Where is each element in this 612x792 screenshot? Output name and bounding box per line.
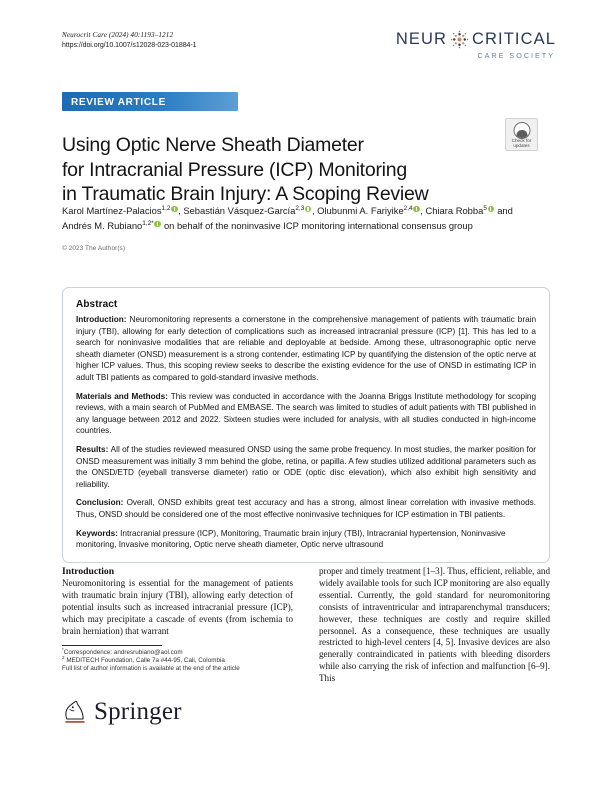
copyright-line: © 2023 The Author(s) — [62, 245, 126, 252]
orcid-icon[interactable] — [413, 206, 419, 212]
footnote-correspondence-label: Correspondence: — [63, 648, 113, 656]
doi-link[interactable]: https://doi.org/10.1007/s12028-023-01884-1 — [62, 41, 197, 49]
author-entry — [317, 205, 420, 216]
publisher-name: Springer — [94, 698, 182, 725]
journal-reference: Neurocrit Care (2024) 40:1193–1212 — [62, 31, 174, 39]
footnote-divider — [62, 645, 162, 646]
footnote-affiliation-text: MEDITECH Foundation, Calle 7a #44-95, Cali, Colombia — [66, 657, 225, 665]
keywords-text: Intracranial pressure (ICP), Monitoring, Traumatic brain injury (TBI), Intracranial hypertension, Noninvasive monitoring, Invasive monitoring, Optic nerve sheath diameter, Optic nerve ultrasound — [76, 528, 506, 550]
author-affiliation-marker: 2,3 — [295, 204, 305, 212]
springer-knight-icon — [62, 698, 88, 728]
body-column-left — [62, 566, 293, 638]
orcid-icon[interactable] — [154, 221, 160, 227]
abstract-section-text: All of the studies reviewed measured ONSD using the same probe frequency. In most studies, the marker position for ONSD measurement was initially 3 mm behind the globe, retina, or papilla. A few studies utilized additional parameters such as the ONSD/ETD (eyeball transverse diameter) ratio or ODE (optic disc elevation), which also exhibit high sensitivity and reliability. — [76, 444, 537, 489]
crossmark-icon — [513, 122, 530, 139]
author-list: Karol Martínez-Palacios$^{1,2}$ , Sebastián Vásquez-García$^{2,3}$ , Olubunmi A. Fariyike$^{2,4}$ , Chiara Robba$^5$ and Andrés M. Rubiano$^{1,2*}$ on behalf of the noninvasive ICP monitoring international consensus group — [62, 204, 513, 231]
author-affiliation-marker: 2,4 — [403, 204, 413, 212]
abstract-section-label: Conclusion: — [76, 498, 124, 508]
abstract-box — [62, 287, 550, 563]
footnote-correspondence — [62, 646, 293, 657]
author-affiliation-marker: 1,2* — [142, 219, 154, 227]
society-logo-wordmark — [396, 30, 556, 49]
author-entry — [425, 205, 494, 216]
abstract-section-conclusion — [76, 497, 536, 520]
body-column-right — [319, 566, 550, 685]
footnote-correspondence-email[interactable]: andresrubiano@aol.com — [113, 648, 183, 656]
title-line-3: in Traumatic Brain Injury: A Scoping Review — [62, 183, 429, 206]
article-type-banner — [62, 92, 238, 111]
title-line-2: for Intracranial Pressure (ICP) Monitoring — [62, 158, 407, 181]
author-name: Sebastián Vásquez-García — [183, 205, 296, 216]
author-name: Chiara Robba — [425, 205, 484, 216]
orcid-icon[interactable] — [171, 206, 177, 212]
footnote-marker: * — [62, 646, 64, 652]
author-name: Andrés M. Rubiano — [62, 220, 143, 231]
abstract-section-introduction — [76, 314, 536, 384]
title-line-1: Using Optic Nerve Sheath Diameter — [62, 134, 364, 157]
abstract-section-text: This review was conducted in accordance with the Joanna Briggs Institute methodology for scoping reviews, with a main search of PubMed and EMBASE. The search was limited to studies of adult patients with TBI published in any language between 2012 and 2022. Sixteen studies were included for analysis, with all studies conducted in high-income countries. — [76, 391, 536, 436]
author-name: Karol Martínez-Palacios — [62, 205, 162, 216]
footnote-block — [62, 645, 293, 674]
society-logo-word-right: CRITICAL — [472, 30, 556, 48]
crossmark-label-line-2: updates — [513, 143, 530, 149]
abstract-section-label: Introduction: — [76, 315, 127, 324]
author-entry — [183, 205, 312, 216]
society-logo-word-left: NEUR — [395, 30, 448, 48]
crossmark-label-line-1: Check for — [511, 138, 532, 143]
author-affiliation-marker: 5 — [483, 204, 487, 212]
publisher-logo — [62, 698, 182, 728]
author-conjunction: and — [497, 205, 513, 216]
body-paragraph-left: Neuromonitoring is essential for the management of patients with traumatic brain injury (TBI), allowing early detection of potential insults such as increased intracranial pressure (ICP), which may precipitate a cascade of events (from ischemia to brain herniation) that warrant — [62, 578, 293, 636]
article-type-label: REVIEW ARTICLE — [71, 96, 166, 108]
check-for-updates-badge[interactable] — [505, 118, 538, 151]
footnote-full-list-note: Full list of author information is available at the end of the article — [62, 665, 240, 673]
footnote-marker: 2 — [62, 655, 65, 660]
keywords-label: Keywords: — [76, 528, 118, 538]
author-affiliation-marker: 1,2 — [161, 204, 171, 212]
page-title — [62, 133, 482, 207]
society-logo — [396, 30, 556, 60]
author-group-note: on behalf of the noninvasive ICP monitoring international consensus group — [163, 220, 473, 231]
footnote-affiliation — [62, 657, 293, 665]
neurocritical-emblem-icon — [450, 30, 469, 49]
abstract-section-materials-and-methods — [76, 391, 536, 437]
section-heading-introduction: Introduction — [62, 566, 115, 577]
orcid-icon[interactable] — [305, 206, 311, 212]
author-entry — [62, 205, 178, 216]
society-logo-subtitle: CARE SOCIETY — [477, 51, 555, 60]
keywords-row — [76, 528, 536, 551]
abstract-section-label: Results: — [76, 444, 109, 454]
abstract-section-results — [76, 444, 536, 490]
abstract-section-text: Overall, ONSD exhibits great test accuracy and has a strong, almost linear correlation with invasive methods. Thus, ONSD should be considered one of the most effective noninvasive techniques for ICP estimation in TBI patients. — [76, 498, 537, 519]
orcid-icon[interactable] — [488, 206, 494, 212]
abstract-section-label: Materials and Methods: — [76, 391, 168, 401]
body-paragraph-right: proper and timely treatment [1–3]. Thus, efficient, reliable, and widely available tools for such ICP monitoring are also equally essential. Currently, the gold standard for neuromonitoring consists of intraventricular and intraparenchymal transducers; however, these techniques are costly and require skilled personnel. As a consequence, these techniques are usually restricted to high-level centers [4, 5]. Invasive devices are also generally contraindicated in patients with bleeding disorders while also carrying the risk of infection and malfunction [6–9]. This — [319, 566, 550, 684]
crossmark-label — [506, 138, 537, 149]
author-entry — [62, 220, 161, 231]
abstract-section-text: Neuromonitoring represents a cornerstone in the comprehensive management of patients with traumatic brain injury (TBI), allowing for early detection of complications such as increased intracranial pressure (ICP) [1]. This has led to a search for noninvasive modalities that are reliable and deployable at bedside. Among these, ultrasonographic optic nerve sheath diameter (ONSD) measurement is a strong contender, estimating ICP by quantifying the distension of the optic nerve at higher ICP values. Thus, this scoping review seeks to describe the existing evidence for the use of ONSD in estimating ICP in adult TBI patients as compared to gold-standard invasive methods. — [76, 315, 536, 382]
abstract-heading: Abstract — [76, 299, 118, 310]
page-header — [62, 30, 556, 76]
author-name: Olubunmi A. Fariyike — [317, 205, 404, 216]
